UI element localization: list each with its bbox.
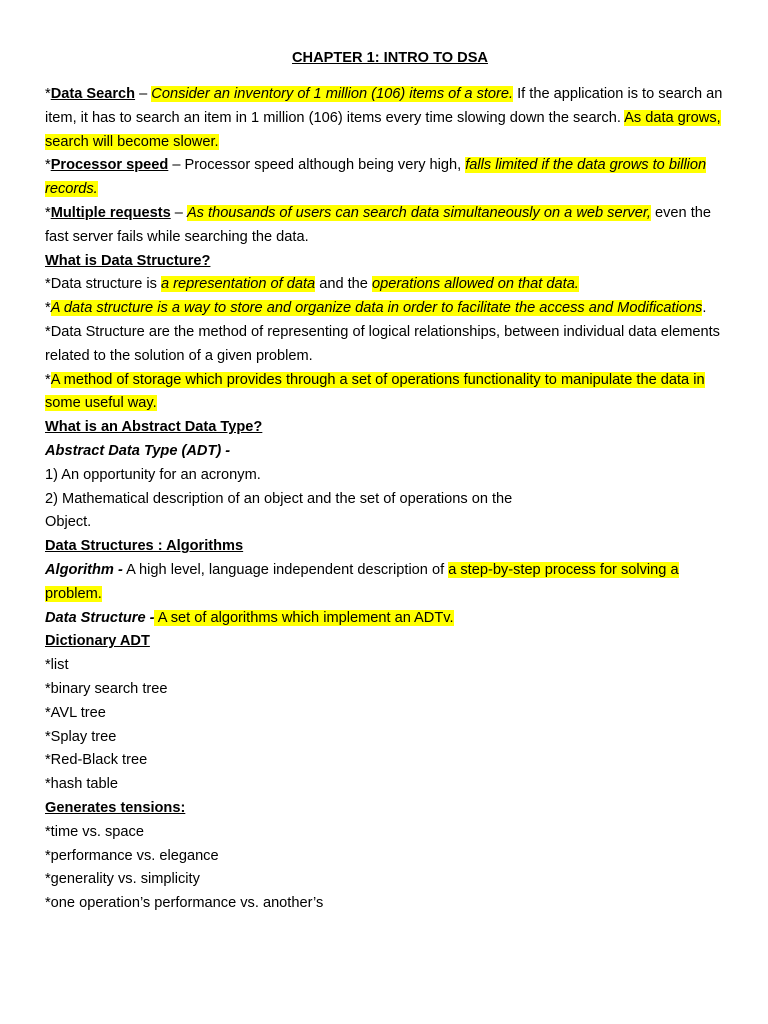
bullet-star: * xyxy=(45,157,51,174)
dash: – xyxy=(170,204,187,221)
data-structure-label: Data Structure - xyxy=(45,609,155,626)
data-search-text: If the application is to search an item, it has to search an item in 1 million (106) items every time slowing down the search. xyxy=(45,86,723,126)
adt-item-2: 2) Mathematical description of an object and the set of operations on the xyxy=(45,490,513,507)
list-item: *binary search tree xyxy=(45,680,168,697)
data-structure-highlight: A set of algorithms which implement an ADTv. xyxy=(154,609,454,626)
ds-def3-text: Data Structure are the method of representing of logical relationships, between individual data elements related to the solution of a given problem. xyxy=(45,323,720,364)
dash: – xyxy=(135,86,152,102)
bullet-star: * xyxy=(45,371,51,388)
ds-definition-2 xyxy=(45,297,735,321)
adt-subheading: Abstract Data Type (ADT) - xyxy=(45,442,231,459)
data-structure-definition xyxy=(45,607,735,631)
multiple-requests-paragraph xyxy=(45,202,735,250)
data-search-paragraph xyxy=(45,83,735,154)
document-body xyxy=(45,44,735,916)
bullet-star: * xyxy=(45,276,51,293)
bullet-star: * xyxy=(45,323,51,340)
bullet-star: * xyxy=(45,86,51,102)
list-item: *AVL tree xyxy=(45,704,106,721)
list-item: *Red-Black tree xyxy=(45,752,148,769)
adt-item-1: 1) An opportunity for an acronym. xyxy=(45,466,261,483)
list-item: *performance vs. elegance xyxy=(45,847,219,864)
data-search-highlight-2: As data grows, search will become slower. xyxy=(45,109,721,150)
bullet-star: * xyxy=(45,204,51,221)
ds-def-highlight-1: a representation of data xyxy=(161,276,316,293)
bullet-star: * xyxy=(45,300,51,317)
ds-definition-1 xyxy=(45,273,735,297)
list-item: *one operation’s performance vs. another’s xyxy=(45,895,324,912)
ds-def-highlight-2: operations allowed on that data. xyxy=(371,276,579,293)
processor-speed-text: – Processor speed although being very high, xyxy=(168,157,466,174)
dictionary-adt-heading: Dictionary ADT xyxy=(45,633,150,650)
list-item: *hash table xyxy=(45,776,119,793)
ds-definition-3 xyxy=(45,321,735,369)
ds-def-text-2: and the xyxy=(315,276,372,293)
multiple-requests-label: Multiple requests xyxy=(50,204,171,221)
ds-definition-4 xyxy=(45,369,735,417)
algorithm-definition xyxy=(45,559,735,607)
period: . xyxy=(702,300,707,317)
list-item: *generality vs. simplicity xyxy=(45,871,200,888)
data-search-label: Data Search xyxy=(50,86,136,102)
list-item: *Splay tree xyxy=(45,728,117,745)
multiple-requests-text: even the fast server fails while searching the data. xyxy=(45,204,711,245)
multiple-requests-highlight: As thousands of users can search data simultaneously on a web server, xyxy=(186,204,651,221)
data-search-highlight-1: Consider an inventory of 1 million (106) items of a store. xyxy=(151,86,514,102)
algorithm-label: Algorithm - xyxy=(45,561,123,578)
what-is-ds-heading: What is Data Structure? xyxy=(45,252,211,269)
list-item: *time vs. space xyxy=(45,823,144,840)
ds-def2-highlight: A data structure is a way to store and organize data in order to facilitate the access and Modifications xyxy=(50,300,703,317)
tensions-heading: Generates tensions: xyxy=(45,799,186,816)
algorithm-highlight: a step-by-step process for solving a problem. xyxy=(45,561,679,602)
processor-speed-highlight: falls limited if the data grows to billion records. xyxy=(45,157,707,198)
ds-algorithms-heading: Data Structures : Algorithms xyxy=(45,538,244,555)
adt-heading: What is an Abstract Data Type? xyxy=(45,419,263,436)
page-title: CHAPTER 1: INTRO TO DSA xyxy=(292,50,488,66)
processor-speed-paragraph xyxy=(45,154,735,202)
list-item: *list xyxy=(45,657,69,674)
adt-item-2-continued: Object. xyxy=(45,514,92,531)
ds-def-text: Data structure is xyxy=(50,276,161,293)
algorithm-text: A high level, language independent description of xyxy=(122,561,449,578)
ds-def4-highlight: A method of storage which provides through a set of operations functionality to manipulate the data in some useful way. xyxy=(45,371,705,412)
processor-speed-label: Processor speed xyxy=(50,157,169,174)
